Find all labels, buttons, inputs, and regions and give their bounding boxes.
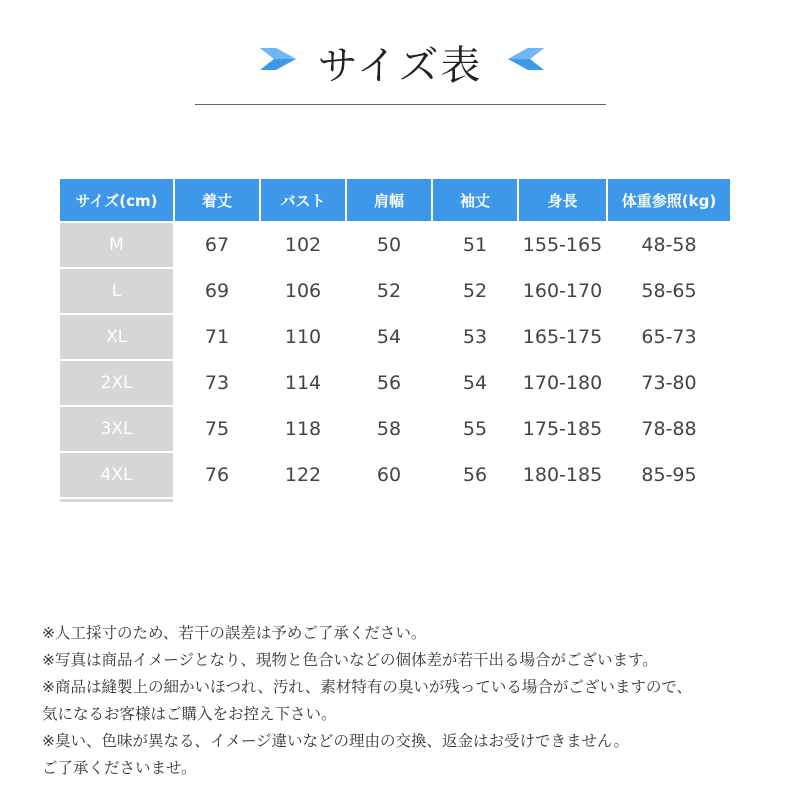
cell-bust: 110 xyxy=(261,315,345,359)
size-label: M xyxy=(60,223,173,267)
cell-sleeve: 55 xyxy=(433,407,517,451)
table-row xyxy=(60,407,730,451)
empty-cell xyxy=(433,499,517,502)
empty-cell xyxy=(347,499,431,502)
size-label: XL xyxy=(60,315,173,359)
cell-bust: 114 xyxy=(261,361,345,405)
size-label: 3XL xyxy=(60,407,173,451)
cell-shoulder: 58 xyxy=(347,407,431,451)
cell-sleeve: 52 xyxy=(433,269,517,313)
header-length: 着丈 xyxy=(175,179,259,221)
cell-weight: 58-65 xyxy=(608,269,730,313)
note-line: 気になるお客様はご購入をお控え下さい。 xyxy=(42,705,337,723)
cell-sleeve: 53 xyxy=(433,315,517,359)
title-divider xyxy=(195,104,606,105)
cell-shoulder: 50 xyxy=(347,223,431,267)
cell-height: 175-185 xyxy=(519,407,606,451)
empty-cell xyxy=(519,499,606,502)
header-bust: バスト xyxy=(261,179,345,221)
empty-cell xyxy=(261,499,345,502)
cell-bust: 122 xyxy=(261,453,345,497)
title-area xyxy=(0,28,800,90)
size-label: 4XL xyxy=(60,453,173,497)
header-weight: 体重参照(kg) xyxy=(608,179,730,221)
cell-sleeve: 56 xyxy=(433,453,517,497)
cell-weight: 78-88 xyxy=(608,407,730,451)
table-row xyxy=(60,269,730,313)
page-title: サイズ表 xyxy=(317,43,483,89)
cell-bust: 106 xyxy=(261,269,345,313)
cell-shoulder: 52 xyxy=(347,269,431,313)
header-shoulder: 肩幅 xyxy=(347,179,431,221)
cell-weight: 85-95 xyxy=(608,453,730,497)
cell-length: 69 xyxy=(175,269,259,313)
table-row xyxy=(60,361,730,405)
cell-length: 67 xyxy=(175,223,259,267)
cell-height: 180-185 xyxy=(519,453,606,497)
cell-height: 160-170 xyxy=(519,269,606,313)
table-row-stub xyxy=(60,499,730,502)
empty-cell xyxy=(175,499,259,502)
size-label: L xyxy=(60,269,173,313)
cell-length: 75 xyxy=(175,407,259,451)
cell-length: 73 xyxy=(175,361,259,405)
size-label-stub xyxy=(60,499,173,502)
table-row xyxy=(60,315,730,359)
cell-shoulder: 60 xyxy=(347,453,431,497)
size-label: 2XL xyxy=(60,361,173,405)
header-row xyxy=(60,179,730,221)
cell-height: 155-165 xyxy=(519,223,606,267)
cell-weight: 65-73 xyxy=(608,315,730,359)
cell-height: 170-180 xyxy=(519,361,606,405)
cell-shoulder: 54 xyxy=(347,315,431,359)
note-line: ※人工採寸のため、若干の誤差は予めご了承ください。 xyxy=(42,624,427,642)
empty-cell xyxy=(608,499,730,502)
cell-sleeve: 54 xyxy=(433,361,517,405)
header-sleeve: 袖丈 xyxy=(433,179,517,221)
cell-length: 76 xyxy=(175,453,259,497)
cell-sleeve: 51 xyxy=(433,223,517,267)
cell-bust: 118 xyxy=(261,407,345,451)
header-height: 身長 xyxy=(519,179,606,221)
cell-height: 165-175 xyxy=(519,315,606,359)
note-line: ※商品は縫製上の細かいほつれ、汚れ、素材特有の臭いが残っている場合がございますので、 xyxy=(42,678,693,696)
notes xyxy=(42,620,782,782)
cell-weight: 73-80 xyxy=(608,361,730,405)
chevron-left-icon xyxy=(506,46,546,72)
header-size: サイズ(cm) xyxy=(60,179,173,221)
cell-shoulder: 56 xyxy=(347,361,431,405)
cell-bust: 102 xyxy=(261,223,345,267)
size-table xyxy=(58,177,732,504)
note-line: ご了承くださいませ。 xyxy=(42,759,197,777)
cell-length: 71 xyxy=(175,315,259,359)
table-row xyxy=(60,453,730,497)
note-line: ※臭い、色味が異なる、イメージ違いなどの理由の交換、返金はお受けできません。 xyxy=(42,732,629,750)
note-line: ※写真は商品イメージとなり、現物と色合いなどの個体差が若干出る場合がございます。 xyxy=(42,651,658,669)
table-row xyxy=(60,223,730,267)
cell-weight: 48-58 xyxy=(608,223,730,267)
